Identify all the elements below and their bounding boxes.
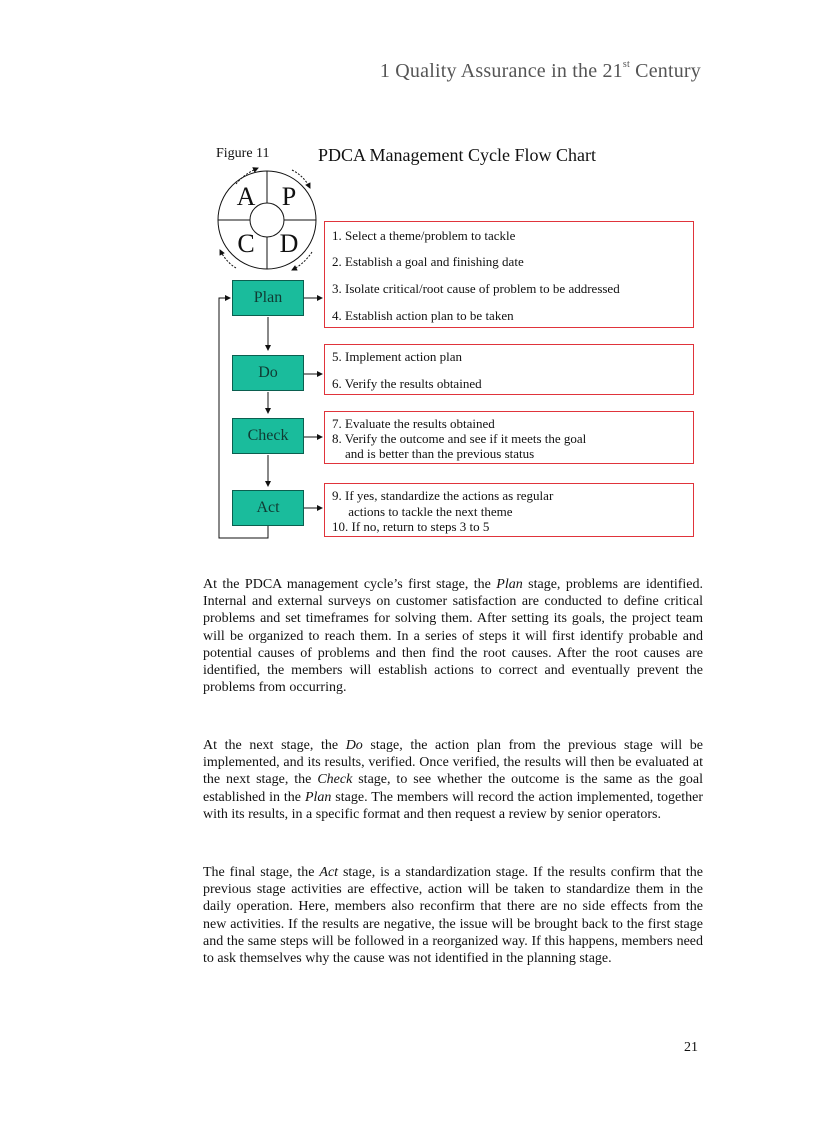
step-10: 10. If no, return to steps 3 to 5: [332, 519, 490, 534]
stage-check: Check: [232, 418, 304, 454]
paragraph-do-check-stage: At the next stage, the Do stage, the action plan from the previous stage will be implemented, and its results, verified. Once verified, the results will then be evaluated at the next stage, the Check stage, to see whether the outcome is the same as the goal established in the Plan stage. The members will record the action implemented, together with its results, in a specific format and then request a review by senior operators.: [203, 738, 703, 822]
step-9: 9. If yes, standardize the actions as regular: [332, 488, 554, 503]
page-number: 21: [684, 1040, 698, 1055]
cycle-letter-c: C: [237, 229, 255, 258]
do-steps-box: [324, 344, 694, 395]
cycle-letter-p: P: [281, 182, 297, 211]
step-1: 1. Select a theme/problem to tackle: [332, 228, 516, 243]
step-8-continued: and is better than the previous status: [332, 446, 535, 461]
step-7: 7. Evaluate the results obtained: [332, 416, 495, 431]
paragraph-act-stage: The final stage, the Act stage, is a standardization stage. If the results confirm that the previous stage activities are effective, action will be taken to standardize them in the daily operation. Here, members also reconfirm that there are no side effects from the new activities. If the results are negative, the issue will be brought back to the first stage and the same steps will be followed in a reorganized way. If this happens, members need to ask themselves why the cause was not identified in the planning stage.: [203, 865, 703, 967]
plan-steps-box: [324, 221, 694, 328]
step-6: 6. Verify the results obtained: [332, 376, 482, 391]
stage-do: Do: [232, 355, 304, 391]
stage-act: Act: [232, 490, 304, 526]
figure-title: PDCA Management Cycle Flow Chart: [318, 145, 596, 165]
step-3: 3. Isolate critical/root cause of problem to be addressed: [332, 281, 620, 296]
running-header-text-end: Century: [629, 60, 701, 82]
step-8: 8. Verify the outcome and see if it meets the goal: [332, 431, 587, 446]
step-9-continued: actions to tackle the next theme: [332, 504, 513, 519]
running-header-superscript: st: [622, 59, 630, 71]
figure-label: Figure 11: [216, 146, 270, 161]
cycle-letter-a: A: [236, 182, 256, 211]
step-5: 5. Implement action plan: [332, 349, 462, 364]
check-steps-box: [324, 411, 694, 464]
act-steps-box: [324, 483, 694, 537]
step-4: 4. Establish action plan to be taken: [332, 308, 514, 323]
running-header-text: 1 Quality Assurance in the 21: [379, 60, 623, 82]
stage-plan: Plan: [232, 280, 304, 316]
cycle-letter-d: D: [279, 229, 299, 258]
paragraph-plan-stage: At the PDCA management cycle’s first stage, the Plan stage, problems are identified. Internal and external surveys on customer satisfaction are conducted to define critical problems and set timeframes for solving them. After setting its goals, the project team will be organized to reach them. In a series of steps it will first identify probable and potential causes of problems and then find the root causes. After the root causes are identified, the members will establish actions to correct and eventually prevent the problems from occurring.: [203, 577, 704, 696]
step-2: 2. Establish a goal and finishing date: [332, 254, 524, 269]
